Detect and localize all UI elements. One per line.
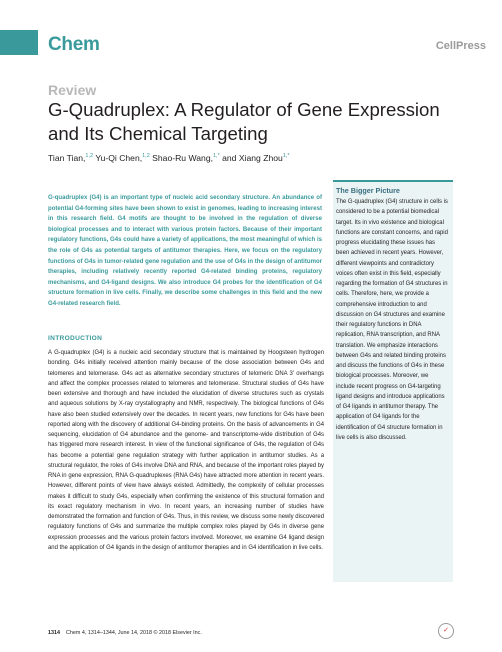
- author-name[interactable]: Shao-Ru Wang,: [152, 153, 213, 163]
- author-name[interactable]: and Xiang Zhou: [222, 153, 283, 163]
- page-footer: [48, 630, 202, 636]
- section-label: Review: [48, 82, 97, 98]
- citation-line: Chem 4, 1314–1344, June 14, 2018 © 2018 Elsevier Inc.: [66, 630, 202, 636]
- bigger-picture-body: The G-quadruplex (G4) structure in cells is considered to be a potential biomedical target. Its in vivo existence and biological functions are constant concerns, and rapid progress elucidating these issues has been achieved in recent years. However, different viewpoints and contradictory voices often exist in this field, especially regarding the formation of G4 structures in cells. Therefore, here, we provide a comprehensive introduction to and discussion on G4 structures and examine their regulatory functions in DNA replication, RNA transcription, and RNA translation. We emphasize interactions between G4s and related binding proteins and discuss the functions of G4s in these biological processes. Moreover, we include recent progress on G4-targeting ligand designs and introduce applications of G4 ligands in antitumor therapy. The application of G4 ligands for the identification of G4 structure formation in live cells is also discussed.: [336, 199, 448, 441]
- author-name[interactable]: Tian Tian,: [48, 153, 86, 163]
- author-list: [48, 153, 290, 163]
- introduction-heading: INTRODUCTION: [48, 335, 103, 342]
- author-name[interactable]: Yu-Qi Chen,: [95, 153, 143, 163]
- journal-color-bar: [0, 30, 38, 55]
- abstract: G-quadruplex (G4) is an important type of nucleic acid secondary structure. An abundance of potential G4-forming sites have been shown to exist in genomes, leading to increasing interest in this research field. G4 motifs are thought to be involved in the regulation of diverse biological processes and to interact with various protein factors. Because of their important regulatory functions, G4s could have a variety of applications, the most meaningful of which is the role of G4s as potential targets of antitumor therapies. Here, we focus on the regulatory functions of G4s in tumor-related gene regulation and the use of G4s in the design of antitumor therapies, including relatively recently reported G4-related binding proteins, regulatory mechanisms, and G4-ligand designs. We also introduce G4 probes for the identification of G4 structure formation in live cells. Finally, we describe some challenges in this field and the new G4-related research field.: [48, 195, 322, 307]
- crossmark-icon[interactable]: ✓: [438, 623, 454, 639]
- author-affiliation[interactable]: 1,2: [85, 153, 94, 160]
- publisher-logo: CellPress: [435, 40, 486, 52]
- bigger-picture-title: The Bigger Picture: [336, 186, 400, 195]
- journal-name: Chem: [48, 34, 100, 55]
- author-affiliation[interactable]: 1,2: [142, 153, 150, 160]
- page-number: 1314: [48, 630, 60, 636]
- article-title: G-Quadruplex: A Regulator of Gene Expression and Its Chemical Targeting: [48, 99, 440, 144]
- introduction-body: A G-quadruplex (G4) is a nucleic acid secondary structure that is maintained by Hoogsteen hydrogen bonding. G4s initially received attention mainly because of the close association between G4s and telomeres and telomerase. G4s act as alternative secondary structures of telomeric DNA 3′ overhangs and affect the complex processes related to telomeres and telomerase. Structural studies of G4s have been extensive and thorough and have included the elucidation of diverse structures such as crystals and aqueous solutions by X-ray crystallography and NMR, respectively. The biological functions of G4s have also been studied extensively over the decades. In recent years, new functions for G4s have been reported along with the discovery of additional G4-binding proteins. On the basis of advancements in G4 sequencing, elucidation of G4 abundance and the genome- and transcriptome-wide distribution of G4s has triggered more research interest. In view of the functional significance of G4s, the regulation of G4s has become a potential gene regulation strategy with further application in antitumor studies. As a structural regulator, the roles of G4s involve DNA and RNA, and because of the important roles played by RNA in gene expression, RNA G-quadruplexes (RNA G4s) have attracted more attention in recent years. However, different points of view have always existed. Admittedly, the complexity of cellular processes makes it difficult to study G4s, especially when confirming the existence of this structural formation and its exact regulatory mechanism in vivo. In recent years, an increasing number of studies have demonstrated the formation and function of G4s. Thus, in this review, we discuss some newly discovered regulatory functions of G4s and summarize the multiple complex roles played by G4s in diverse gene expression processes and the various protein factors involved. Moreover, we examine G4 ligand design and the application of G4 ligands in the design of antitumor therapies and in G4 identification in live cells.: [48, 350, 324, 551]
- author-affiliation[interactable]: 1,*: [282, 153, 290, 160]
- author-affiliation[interactable]: 1,*: [213, 153, 220, 160]
